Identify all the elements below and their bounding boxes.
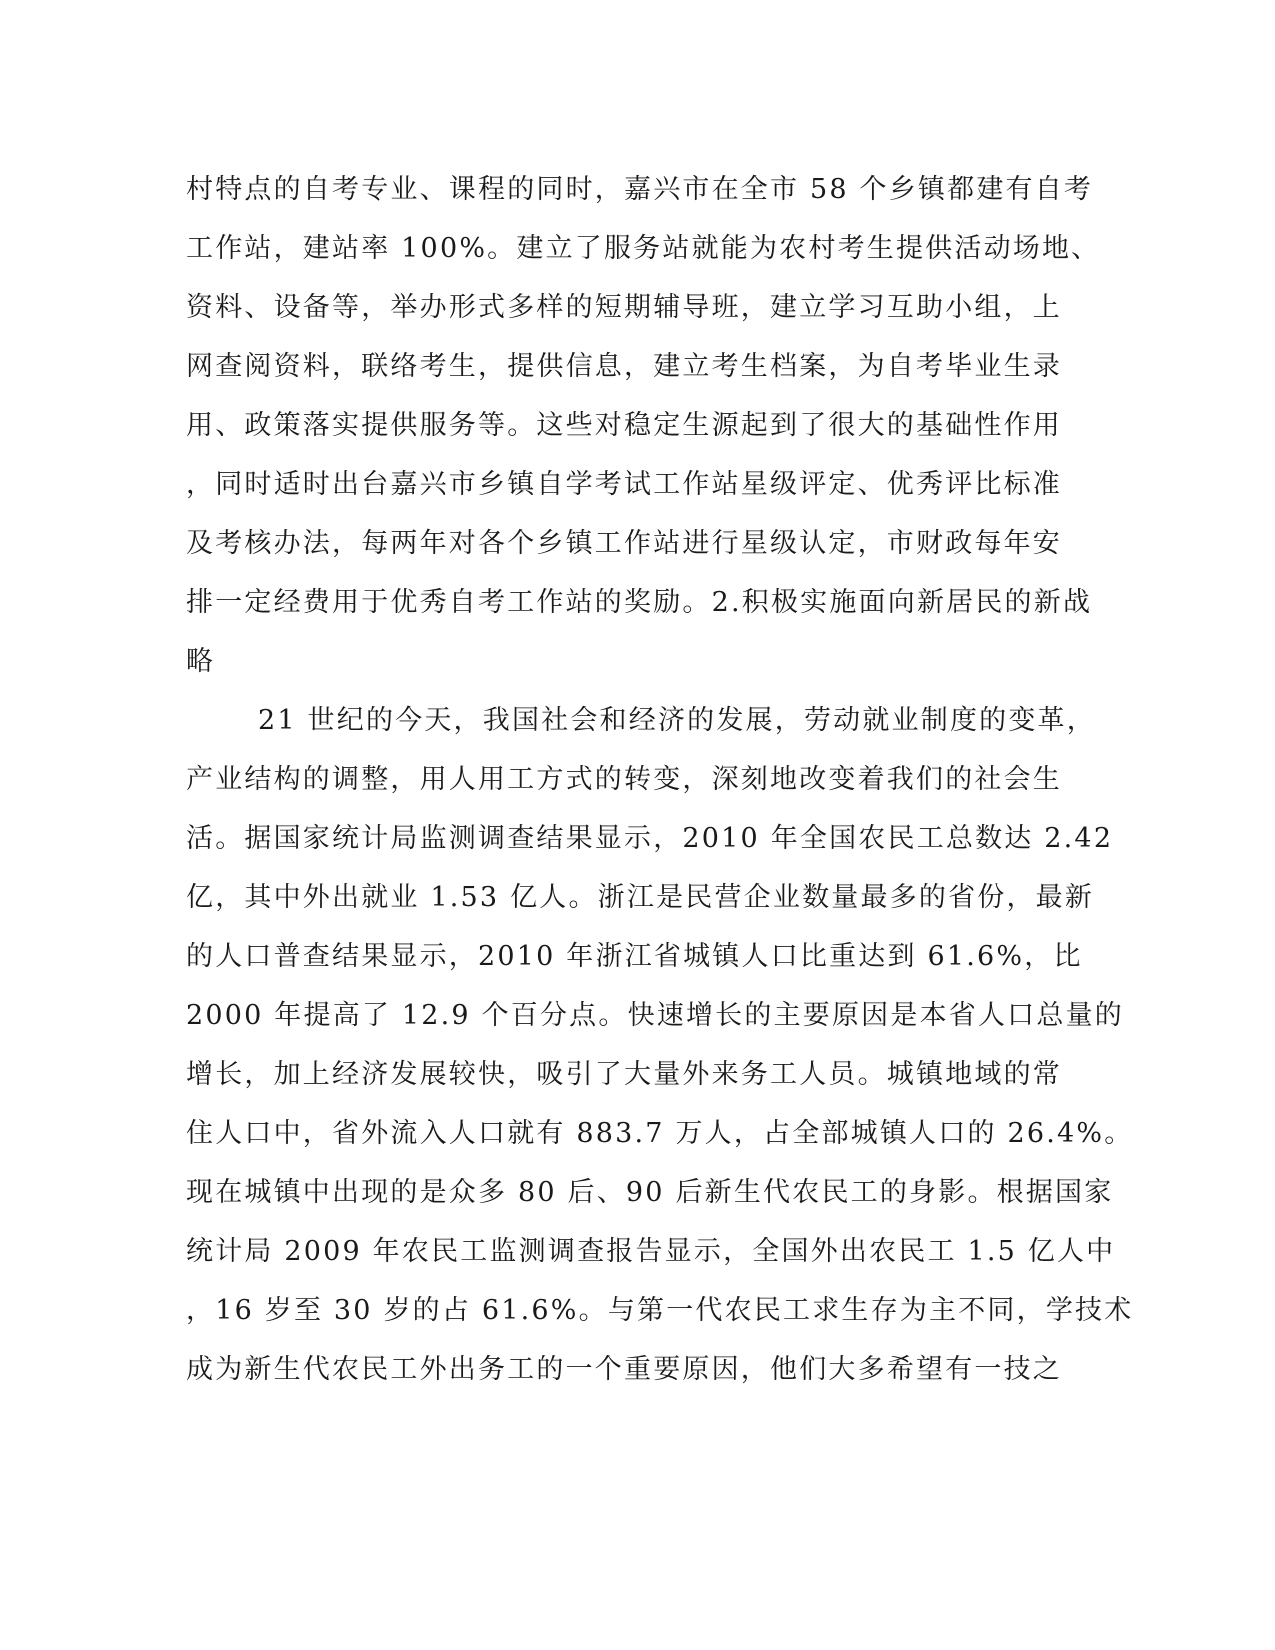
text-line: 增长，加上经济发展较快，吸引了大量外来务工人员。城镇地域的常 [186, 1059, 1062, 1090]
text-line: ，16 岁至 30 岁的占 61.6%。与第一代农民工求生存为主不同，学技术 [186, 1295, 1134, 1326]
text-line: 用、政策落实提供服务等。这些对稳定生源起到了很大的基础性作用 [186, 410, 1062, 441]
text-line: 产业结构的调整，用人用工方式的转变，深刻地改变着我们的社会生 [186, 764, 1062, 795]
text-line: 2000 年提高了 12.9 个百分点。快速增长的主要原因是本省人口总量的 [186, 1000, 1124, 1031]
text-line: 略 [186, 646, 216, 677]
text-line: 住人口中，省外流入人口就有 883.7 万人，占全部城镇人口的 26.4%。 [186, 1118, 1134, 1149]
text-line: 排一定经费用于优秀自考工作站的奖励。2.积极实施面向新居民的新战 [186, 587, 1093, 618]
document-body [186, 160, 1134, 1399]
text-line: ，同时适时出台嘉兴市乡镇自学考试工作站星级评定、优秀评比标准 [186, 469, 1062, 500]
paragraph-1 [186, 160, 1101, 691]
text-line: 村特点的自考专业、课程的同时，嘉兴市在全市 58 个乡镇都建有自考 [186, 174, 1094, 205]
text-line: 成为新生代农民工外出务工的一个重要原因，他们大多希望有一技之 [186, 1354, 1062, 1385]
text-line: 的人口普查结果显示，2010 年浙江省城镇人口比重达到 61.6%，比 [186, 941, 1083, 972]
paragraph-2 [186, 691, 1134, 1399]
text-line: 现在城镇中出现的是众多 80 后、90 后新生代农民工的身影。根据国家 [186, 1177, 1114, 1208]
text-line: 亿，其中外出就业 1.53 亿人。浙江是民营企业数量最多的省份，最新 [186, 882, 1095, 913]
text-line: 工作站，建站率 100%。建立了服务站就能为农村考生提供活动场地、 [186, 233, 1101, 264]
text-line: 网查阅资料，联络考生，提供信息，建立考生档案，为自考毕业生录 [186, 351, 1062, 382]
text-line: 统计局 2009 年农民工监测调查报告显示，全国外出农民工 1.5 亿人中 [186, 1236, 1116, 1267]
text-line-indented: 21 世纪的今天，我国社会和经济的发展，劳动就业制度的变革， [258, 705, 1096, 736]
text-line: 活。据国家统计局监测调查结果显示，2010 年全国农民工总数达 2.42 [186, 823, 1114, 854]
text-line: 及考核办法，每两年对各个乡镇工作站进行星级认定，市财政每年安 [186, 528, 1062, 559]
text-line: 资料、设备等，举办形式多样的短期辅导班，建立学习互助小组，上 [186, 292, 1062, 323]
